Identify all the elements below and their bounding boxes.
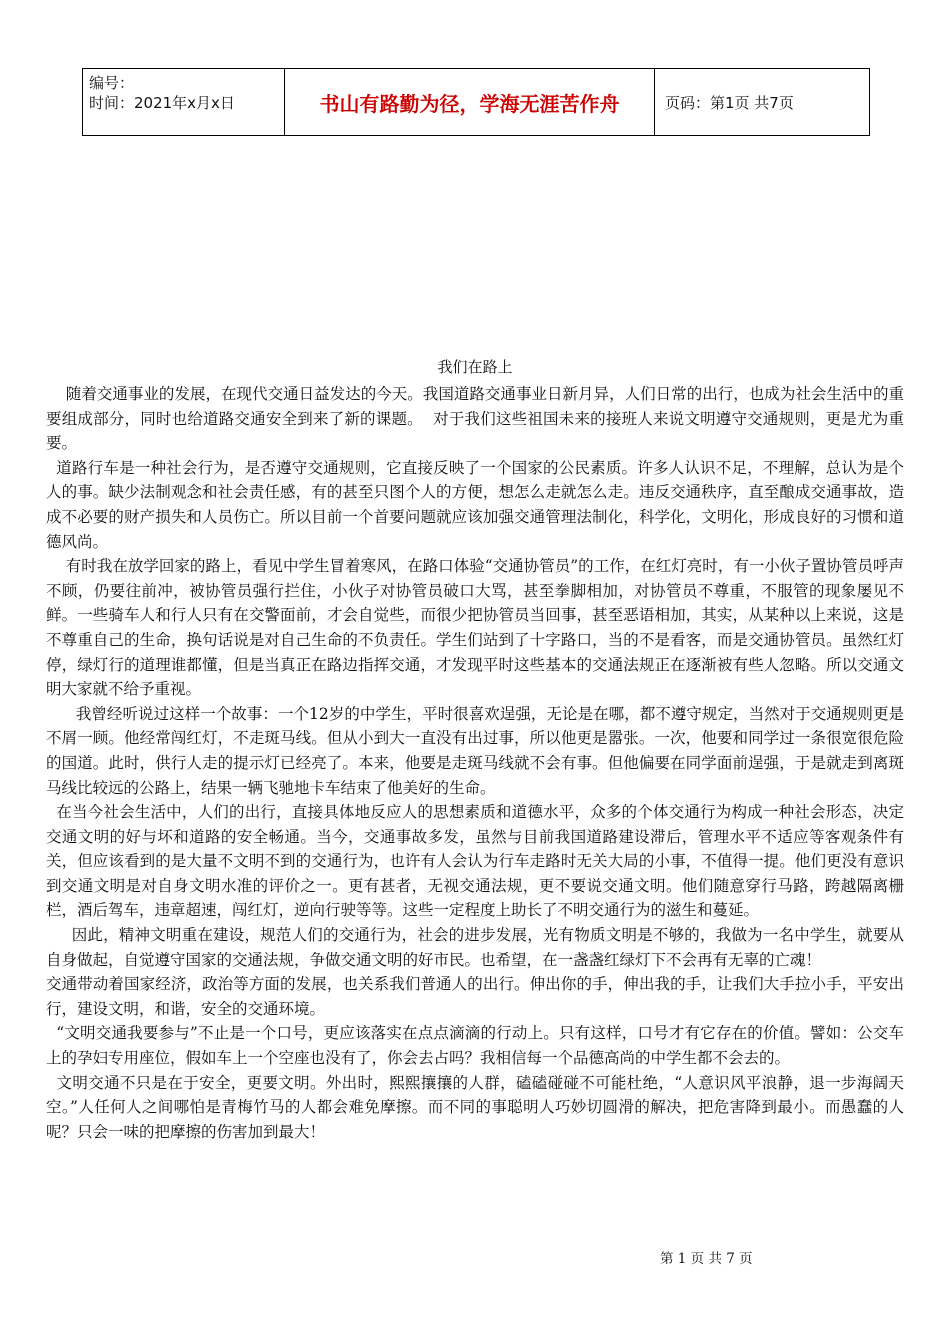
paragraph: 文明交通不只是在于安全，更要文明。外出时，熙熙攘攘的人群，磕磕碰碰不可能杜绝，“人意识风平浪静，退一步海阔天空。”人任何人之间哪怕是青梅竹马的人都会难免摩擦。而不同的事聪明人巧妙切圆滑的解决，把危害降到最小。而愚蠢的人呢？只会一味的把摩擦的伤害加到最大！ xyxy=(46,1073,904,1141)
paragraph: 道路行车是一种社会行为，是否遵守交通规则，它直接反映了一个国家的公民素质。许多人认识不足，不理解，总认为是个人的事。缺少法制观念和社会责任感，有的甚至只图个人的方便，想怎么走就怎么走。违反交通秩序，直至酿成交通事故，造成不必要的财产损失和人员伤亡。所以目前一个首要问题就应该加强交通管理法制化，科学化，文明化，形成良好的习惯和道德风尚。 xyxy=(46,458,904,551)
paragraph: “文明交通我要参与”不止是一个口号，更应该落实在点点滴滴的行动上。只有这样，口号才有它存在的价值。譬如：公交车上的孕妇专用座位，假如车上一个空座也没有了，你会去占吗？我相信每一个品德高尚的中学生都不会去的。 xyxy=(46,1024,904,1068)
paragraph: 随着交通事业的发展，在现代交通日益发达的今天。我国道路交通事业日新月异，人们日常的出行，也成为社会生活中的重要组成部分，同时也给道路交通安全到来了新的课题。 对于我们这些祖国未来的接班人来说文明遵守交通规则，更是尤为重要。 xyxy=(46,385,904,453)
article-title: 我们在路上 xyxy=(437,358,513,376)
time-label: 时间：2021年x月x日 xyxy=(89,94,235,112)
header-left-cell xyxy=(83,69,285,135)
paragraph: 因此，精神文明重在建设，规范人们的交通行为，社会的进步发展，光有物质文明是不够的，我做为一名中学生，就要从自身做起，自觉遵守国家的交通法规，争做交通文明的好市民。也希望，在一盏盏红绿灯下不会再有无辜的亡魂！ xyxy=(46,926,904,969)
paragraph: 有时我在放学回家的路上，看见中学生冒着寒风，在路口体验“交通协管员”的工作，在红灯亮时，有一小伙子置协管员呼声不顾，仍要往前冲，被协管员强行拦住，小伙子对协管员破口大骂，甚至拳脚相加，对协管员不尊重，不服管的现象屡见不鲜。一些骑车人和行人只有在交警面前，才会自觉些，而很少把协管员当回事，甚至恶语相加，其实，从某种以上来说，这是不尊重自己的生命，换句话说是对自己生命的不负责任。学生们站到了十字路口，当的不是看客，而是交通协管员。虽然红灯停，绿灯行的道理谁都懂，但是当真正在路边指挥交通，才发现平时这些基本的交通法规正在逐渐被有些人忽略。所以交通文明大家就不给予重视。 xyxy=(46,557,904,699)
article-body xyxy=(46,382,904,1144)
page-footer: 第 1 页 共 7 页 xyxy=(660,1251,753,1267)
number-label: 编号： xyxy=(89,74,135,92)
paragraph: 交通带动着国家经济，政治等方面的发展，也关系我们普通人的出行。伸出你的手，伸出我的手，让我们大手拉小手，平安出行，建设文明，和谐，安全的交通环境。 xyxy=(46,975,904,1018)
document-header xyxy=(82,68,870,136)
motto: 书山有路勤为径，学海无涯苦作舟 xyxy=(285,69,655,135)
page-info: 页码：第1页 共7页 xyxy=(665,93,794,112)
paragraph: 在当今社会生活中，人们的出行，直接具体地反应人的思想素质和道德水平，众多的个体交通行为构成一种社会形态，决定交通文明的好与坏和道路的安全畅通。当今，交通事故多发，虽然与目前我国道路建设滞后，管理水平不适应等客观条件有关，但应该看到的是大量不文明不到的交通行为，也许有人会认为行车走路时无关大局的小事，不值得一提。他们更没有意识到交通文明是对自身文明水准的评价之一。更有甚者，无视交通法规，更不要说交通文明。他们随意穿行马路，跨越隔离栅栏，酒后驾车，违章超速，闯红灯，逆向行驶等等。这些一定程度上助长了不明交通行为的滋生和蔓延。 xyxy=(46,803,904,920)
paragraph: 我曾经听说过这样一个故事：一个12岁的中学生，平时很喜欢逞强，无论是在哪，都不遵守规定，当然对于交通规则更是不屑一顾。他经常闯红灯，不走斑马线。但从小到大一直没有出过事，所以他更是嚣张。一次，他要和同学过一条很宽很危险的国道。此时，供行人走的提示灯已经亮了。本来，他要是走斑马线就不会有事。但他偏要在同学面前逞强，于是就走到离斑马线比较远的公路上，结果一辆飞驰地卡车结束了他美好的生命。 xyxy=(46,704,904,797)
